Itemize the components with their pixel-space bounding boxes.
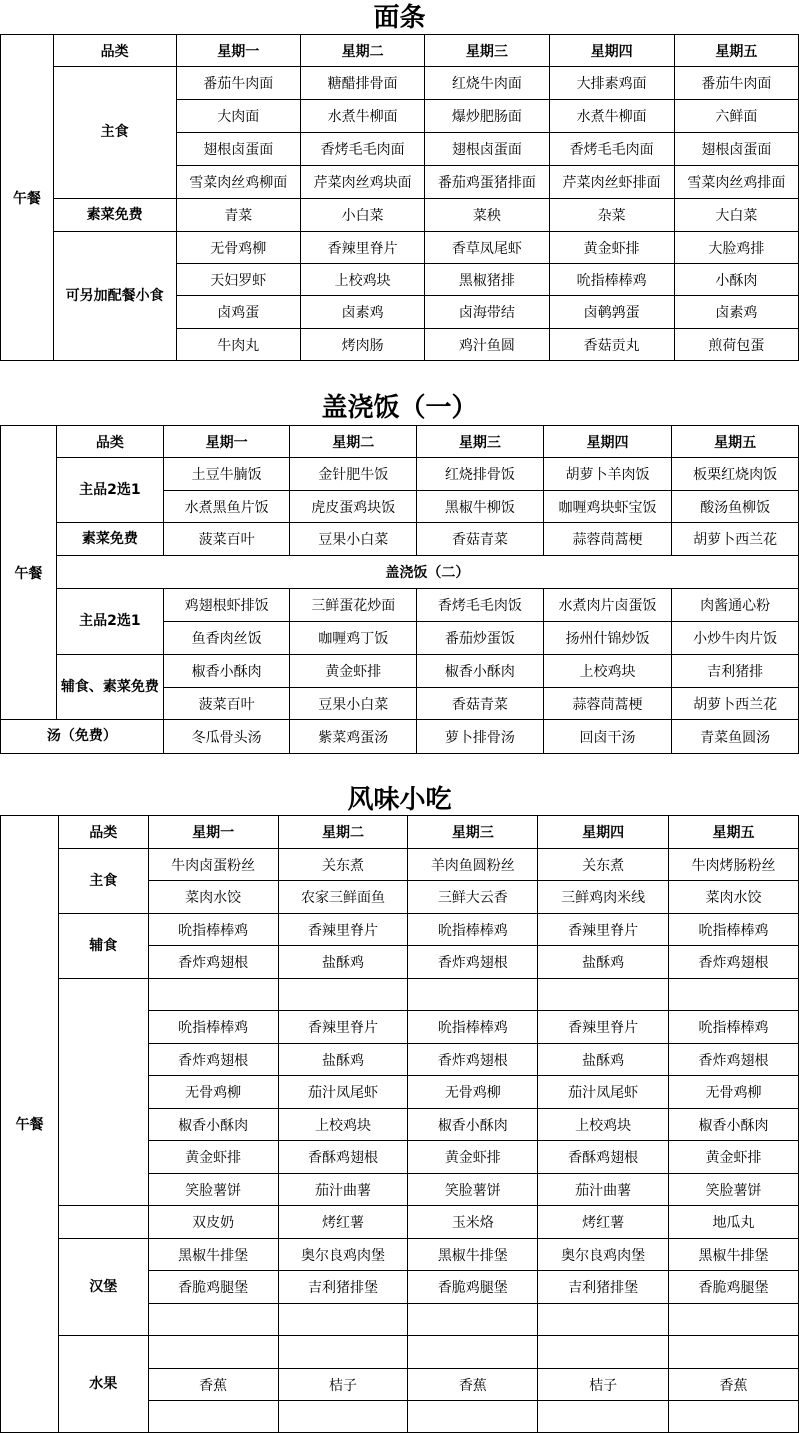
menu-cell: 茄汁曲薯	[278, 1174, 408, 1206]
menu-cell: 香烤毛毛肉面	[300, 133, 424, 166]
menu-cell: 黄金虾排	[669, 1141, 799, 1174]
menu-cell: 笑脸薯饼	[669, 1174, 799, 1206]
menu-cell: 香炸鸡翅根	[148, 1044, 278, 1076]
category-cell: 主食	[53, 67, 176, 199]
menu-cell: 红烧牛肉面	[425, 67, 549, 100]
menu-cell: 大脸鸡排	[674, 232, 798, 264]
table-row	[1, 655, 799, 688]
header-cell: 品类	[56, 426, 163, 458]
menu-cell: 牛肉烤肠粉丝	[669, 849, 799, 881]
menu-cell: 小酥肉	[674, 264, 798, 296]
menu-cell: 鱼香肉丝饭	[163, 622, 290, 655]
menu-cell	[148, 979, 278, 1011]
menu-cell: 豆果小白菜	[290, 688, 417, 720]
menu-cell	[278, 979, 408, 1011]
menu-cell: 卤海带结	[425, 296, 549, 329]
category-cell: 素菜免费	[53, 199, 176, 232]
menu-cell: 牛肉卤蛋粉丝	[148, 849, 278, 881]
menu-cell: 香炸鸡翅根	[669, 946, 799, 979]
menu-cell: 胡萝卜西兰花	[672, 523, 799, 556]
menu-cell	[408, 1336, 538, 1369]
header-cell: 星期三	[417, 426, 544, 458]
menu-cell: 吉利猪排	[672, 655, 799, 688]
menu-cell: 吮指棒棒鸡	[408, 1011, 538, 1044]
menu-cell	[669, 979, 799, 1011]
header-cell: 品类	[53, 35, 176, 67]
menu-cell	[538, 1401, 669, 1433]
menu-cell: 小炒牛肉片饭	[672, 622, 799, 655]
menu-cell: 胡萝卜羊肉饭	[543, 458, 672, 491]
menu-cell	[669, 1336, 799, 1369]
menu-cell: 香脆鸡腿堡	[669, 1271, 799, 1304]
menu-cell: 番茄炒蛋饭	[417, 622, 544, 655]
table-header-row	[1, 35, 799, 67]
menu-cell: 茄汁凤尾虾	[278, 1076, 408, 1109]
menu-cell: 盐酥鸡	[278, 946, 408, 979]
menu-cell: 香脆鸡腿堡	[148, 1271, 278, 1304]
menu-cell: 农家三鲜面鱼	[278, 881, 408, 914]
menu-cell: 吮指棒棒鸡	[408, 914, 538, 946]
header-cell: 星期一	[148, 816, 278, 849]
table-row	[1, 556, 799, 589]
meal-label: 午餐	[1, 816, 59, 1433]
table-row	[1, 1206, 799, 1239]
menu-cell: 黑椒牛排堡	[408, 1239, 538, 1271]
noodle-section-title: 面条	[373, 3, 426, 33]
menu-cell: 爆炒肥肠面	[425, 100, 549, 133]
menu-cell: 酸汤鱼柳饭	[672, 491, 799, 523]
menu-cell: 咖喱鸡丁饭	[290, 622, 417, 655]
menu-cell: 三鲜大云香	[408, 881, 538, 914]
menu-cell: 香辣里脊片	[538, 914, 669, 946]
menu-cell: 回卤干汤	[543, 720, 672, 754]
menu-cell: 茄汁凤尾虾	[538, 1076, 669, 1109]
menu-cell: 香脆鸡腿堡	[408, 1271, 538, 1304]
menu-cell: 无骨鸡柳	[669, 1076, 799, 1109]
menu-cell: 香炸鸡翅根	[148, 946, 278, 979]
menu-cell: 香蕉	[669, 1369, 799, 1401]
header-cell: 星期三	[408, 816, 538, 849]
menu-cell: 菜肉水饺	[669, 881, 799, 914]
menu-cell: 桔子	[538, 1369, 669, 1401]
menu-cell: 玉米烙	[408, 1206, 538, 1239]
menu-cell: 天妇罗虾	[176, 264, 300, 296]
meal-label: 午餐	[1, 426, 57, 720]
menu-cell	[408, 1401, 538, 1433]
table-row	[1, 1239, 799, 1271]
menu-cell: 盐酥鸡	[538, 946, 669, 979]
menu-cell: 水煮牛柳面	[300, 100, 424, 133]
menu-cell: 椒香小酥肉	[163, 655, 290, 688]
menu-cell: 咖喱鸡块虾宝饭	[543, 491, 672, 523]
menu-cell	[148, 1401, 278, 1433]
menu-cell: 翅根卤蛋面	[425, 133, 549, 166]
menu-cell: 菜肉水饺	[148, 881, 278, 914]
menu-cell: 糖醋排骨面	[300, 67, 424, 100]
menu-cell: 香蕉	[408, 1369, 538, 1401]
menu-cell: 红烧排骨饭	[417, 458, 544, 491]
header-cell: 星期四	[538, 816, 669, 849]
menu-cell: 黑椒猪排	[425, 264, 549, 296]
menu-cell: 无骨鸡柳	[408, 1076, 538, 1109]
menu-cell: 香辣里脊片	[278, 1011, 408, 1044]
menu-cell: 芹菜肉丝鸡块面	[300, 166, 424, 199]
menu-cell: 蒜蓉茼蒿梗	[543, 688, 672, 720]
menu-cell: 牛肉丸	[176, 329, 300, 361]
menu-cell: 香菇贡丸	[549, 329, 674, 361]
table-row	[1, 914, 799, 946]
category-cell: 素菜免费	[56, 523, 163, 556]
menu-cell: 香辣里脊片	[538, 1011, 669, 1044]
menu-cell: 鸡汁鱼圆	[425, 329, 549, 361]
menu-cell: 胡萝卜西兰花	[672, 688, 799, 720]
menu-cell: 杂菜	[549, 199, 674, 232]
menu-cell: 卤鸡蛋	[176, 296, 300, 329]
menu-cell: 吉利猪排堡	[538, 1271, 669, 1304]
menu-cell: 烤红薯	[278, 1206, 408, 1239]
table-header-row	[1, 816, 799, 849]
table-row	[1, 232, 799, 264]
menu-cell: 香蕉	[148, 1369, 278, 1401]
menu-cell: 豆果小白菜	[290, 523, 417, 556]
menu-cell: 桔子	[278, 1369, 408, 1401]
rice-menu-table	[0, 425, 799, 754]
menu-cell	[538, 979, 669, 1011]
menu-cell: 雪菜肉丝鸡柳面	[176, 166, 300, 199]
menu-cell: 番茄鸡蛋猪排面	[425, 166, 549, 199]
menu-cell: 香草凤尾虾	[425, 232, 549, 264]
menu-cell: 水煮肉片卤蛋饭	[543, 589, 672, 622]
menu-cell	[278, 1401, 408, 1433]
table-row	[1, 458, 799, 491]
category-cell: 辅食、素菜免费	[56, 655, 163, 720]
header-cell: 星期四	[549, 35, 674, 67]
category-cell: 汉堡	[58, 1239, 148, 1336]
table-row	[1, 199, 799, 232]
menu-cell: 无骨鸡柳	[176, 232, 300, 264]
menu-cell: 水煮牛柳面	[549, 100, 674, 133]
menu-cell: 香菇青菜	[417, 523, 544, 556]
table-row	[1, 720, 799, 754]
menu-cell	[538, 1304, 669, 1336]
menu-cell: 椒香小酥肉	[669, 1109, 799, 1141]
menu-cell: 吮指棒棒鸡	[669, 914, 799, 946]
menu-cell: 上校鸡块	[278, 1109, 408, 1141]
menu-cell: 吮指棒棒鸡	[148, 1011, 278, 1044]
menu-cell: 虎皮蛋鸡块饭	[290, 491, 417, 523]
menu-cell: 烤红薯	[538, 1206, 669, 1239]
menu-cell: 吮指棒棒鸡	[148, 914, 278, 946]
menu-cell: 黑椒牛排堡	[148, 1239, 278, 1271]
header-cell: 星期一	[176, 35, 300, 67]
menu-cell: 青菜	[176, 199, 300, 232]
rice-section-title: 盖浇饭（一）	[321, 393, 478, 423]
menu-cell: 吮指棒棒鸡	[549, 264, 674, 296]
meal-label: 午餐	[1, 35, 54, 361]
menu-cell: 奥尔良鸡肉堡	[538, 1239, 669, 1271]
snack-menu-table	[0, 815, 799, 1433]
menu-cell: 黑椒牛柳饭	[417, 491, 544, 523]
table-row	[1, 67, 799, 100]
menu-cell: 香烤毛毛肉面	[549, 133, 674, 166]
menu-cell: 香菇青菜	[417, 688, 544, 720]
menu-cell: 板栗红烧肉饭	[672, 458, 799, 491]
table-row	[1, 589, 799, 622]
menu-cell: 香辣里脊片	[300, 232, 424, 264]
menu-cell: 上校鸡块	[538, 1109, 669, 1141]
category-cell: 汤（免费）	[1, 720, 164, 754]
menu-cell: 香辣里脊片	[278, 914, 408, 946]
category-cell: 水果	[58, 1336, 148, 1433]
menu-cell: 黄金虾排	[290, 655, 417, 688]
menu-cell: 肉酱通心粉	[672, 589, 799, 622]
menu-cell: 番茄牛肉面	[176, 67, 300, 100]
menu-cell: 菠菜百叶	[163, 688, 290, 720]
menu-cell: 香酥鸡翅根	[538, 1141, 669, 1174]
menu-cell	[278, 1304, 408, 1336]
menu-cell: 笑脸薯饼	[408, 1174, 538, 1206]
category-cell-empty	[58, 1206, 148, 1239]
menu-cell	[408, 979, 538, 1011]
menu-cell: 黑椒牛排堡	[669, 1239, 799, 1271]
menu-cell: 卤鹌鹑蛋	[549, 296, 674, 329]
menu-cell: 笑脸薯饼	[148, 1174, 278, 1206]
menu-cell: 香炸鸡翅根	[669, 1044, 799, 1076]
header-cell: 星期五	[669, 816, 799, 849]
menu-cell: 黄金虾排	[408, 1141, 538, 1174]
menu-cell: 萝卜排骨汤	[417, 720, 544, 754]
menu-cell: 香酥鸡翅根	[278, 1141, 408, 1174]
menu-cell: 青菜鱼圆汤	[672, 720, 799, 754]
menu-cell: 煎荷包蛋	[674, 329, 798, 361]
header-cell: 星期四	[543, 426, 672, 458]
menu-cell: 扬州什锦炒饭	[543, 622, 672, 655]
menu-cell	[669, 1401, 799, 1433]
header-cell: 星期一	[163, 426, 290, 458]
menu-cell: 黄金虾排	[148, 1141, 278, 1174]
table-header-row	[1, 426, 799, 458]
menu-cell: 盐酥鸡	[278, 1044, 408, 1076]
menu-cell: 奥尔良鸡肉堡	[278, 1239, 408, 1271]
header-cell: 品类	[58, 816, 148, 849]
menu-cell: 大排素鸡面	[549, 67, 674, 100]
menu-cell: 菠菜百叶	[163, 523, 290, 556]
menu-cell: 盐酥鸡	[538, 1044, 669, 1076]
table-row	[1, 1336, 799, 1369]
menu-cell: 黄金虾排	[549, 232, 674, 264]
snack-section-title: 风味小吃	[347, 785, 452, 815]
menu-cell: 香烤毛毛肉饭	[417, 589, 544, 622]
header-cell: 星期五	[674, 35, 798, 67]
menu-cell: 卤素鸡	[300, 296, 424, 329]
menu-cell: 椒香小酥肉	[148, 1109, 278, 1141]
category-cell-empty	[58, 979, 148, 1206]
menu-cell: 烤肉肠	[300, 329, 424, 361]
menu-cell: 芹菜肉丝虾排面	[549, 166, 674, 199]
menu-cell: 地瓜丸	[669, 1206, 799, 1239]
category-cell: 主品2选1	[56, 589, 163, 655]
menu-cell	[148, 1304, 278, 1336]
menu-cell: 椒香小酥肉	[408, 1109, 538, 1141]
menu-cell	[538, 1336, 669, 1369]
header-cell: 星期三	[425, 35, 549, 67]
menu-cell: 吉利猪排堡	[278, 1271, 408, 1304]
menu-cell: 雪菜肉丝鸡排面	[674, 166, 798, 199]
menu-cell: 关东煮	[278, 849, 408, 881]
menu-cell: 三鲜蛋花炒面	[290, 589, 417, 622]
category-cell: 主食	[58, 849, 148, 914]
menu-cell: 翅根卤蛋面	[176, 133, 300, 166]
category-cell: 可另加配餐小食	[53, 232, 176, 361]
menu-cell: 翅根卤蛋面	[674, 133, 798, 166]
table-row	[1, 849, 799, 881]
header-cell: 星期五	[672, 426, 799, 458]
menu-cell	[408, 1304, 538, 1336]
menu-cell: 土豆牛腩饭	[163, 458, 290, 491]
category-cell: 辅食	[58, 914, 148, 979]
menu-cell: 香炸鸡翅根	[408, 1044, 538, 1076]
menu-cell: 吮指棒棒鸡	[669, 1011, 799, 1044]
table-row	[1, 979, 799, 1011]
menu-cell: 卤素鸡	[674, 296, 798, 329]
menu-cell: 蒜蓉茼蒿梗	[543, 523, 672, 556]
menu-cell: 香炸鸡翅根	[408, 946, 538, 979]
menu-cell	[669, 1304, 799, 1336]
menu-cell: 番茄牛肉面	[674, 67, 798, 100]
menu-cell: 椒香小酥肉	[417, 655, 544, 688]
menu-cell: 小白菜	[300, 199, 424, 232]
menu-cell: 紫菜鸡蛋汤	[290, 720, 417, 754]
menu-cell	[278, 1336, 408, 1369]
menu-cell: 六鲜面	[674, 100, 798, 133]
menu-cell: 上校鸡块	[543, 655, 672, 688]
menu-cell: 冬瓜骨头汤	[163, 720, 290, 754]
header-cell: 星期二	[290, 426, 417, 458]
header-cell: 星期二	[300, 35, 424, 67]
menu-cell: 上校鸡块	[300, 264, 424, 296]
menu-cell	[148, 1336, 278, 1369]
menu-cell: 羊肉鱼圆粉丝	[408, 849, 538, 881]
menu-cell: 水煮黑鱼片饭	[163, 491, 290, 523]
menu-cell: 无骨鸡柳	[148, 1076, 278, 1109]
menu-cell: 金针肥牛饭	[290, 458, 417, 491]
rice-section-subtitle: 盖浇饭（二）	[56, 556, 798, 589]
menu-cell: 菜秧	[425, 199, 549, 232]
menu-cell: 茄汁曲薯	[538, 1174, 669, 1206]
header-cell: 星期二	[278, 816, 408, 849]
menu-cell: 双皮奶	[148, 1206, 278, 1239]
table-row	[1, 523, 799, 556]
menu-cell: 大肉面	[176, 100, 300, 133]
menu-cell: 大白菜	[674, 199, 798, 232]
menu-cell: 关东煮	[538, 849, 669, 881]
noodle-menu-table	[0, 34, 799, 361]
menu-cell: 三鲜鸡肉米线	[538, 881, 669, 914]
menu-cell: 鸡翅根虾排饭	[163, 589, 290, 622]
category-cell: 主品2选1	[56, 458, 163, 523]
